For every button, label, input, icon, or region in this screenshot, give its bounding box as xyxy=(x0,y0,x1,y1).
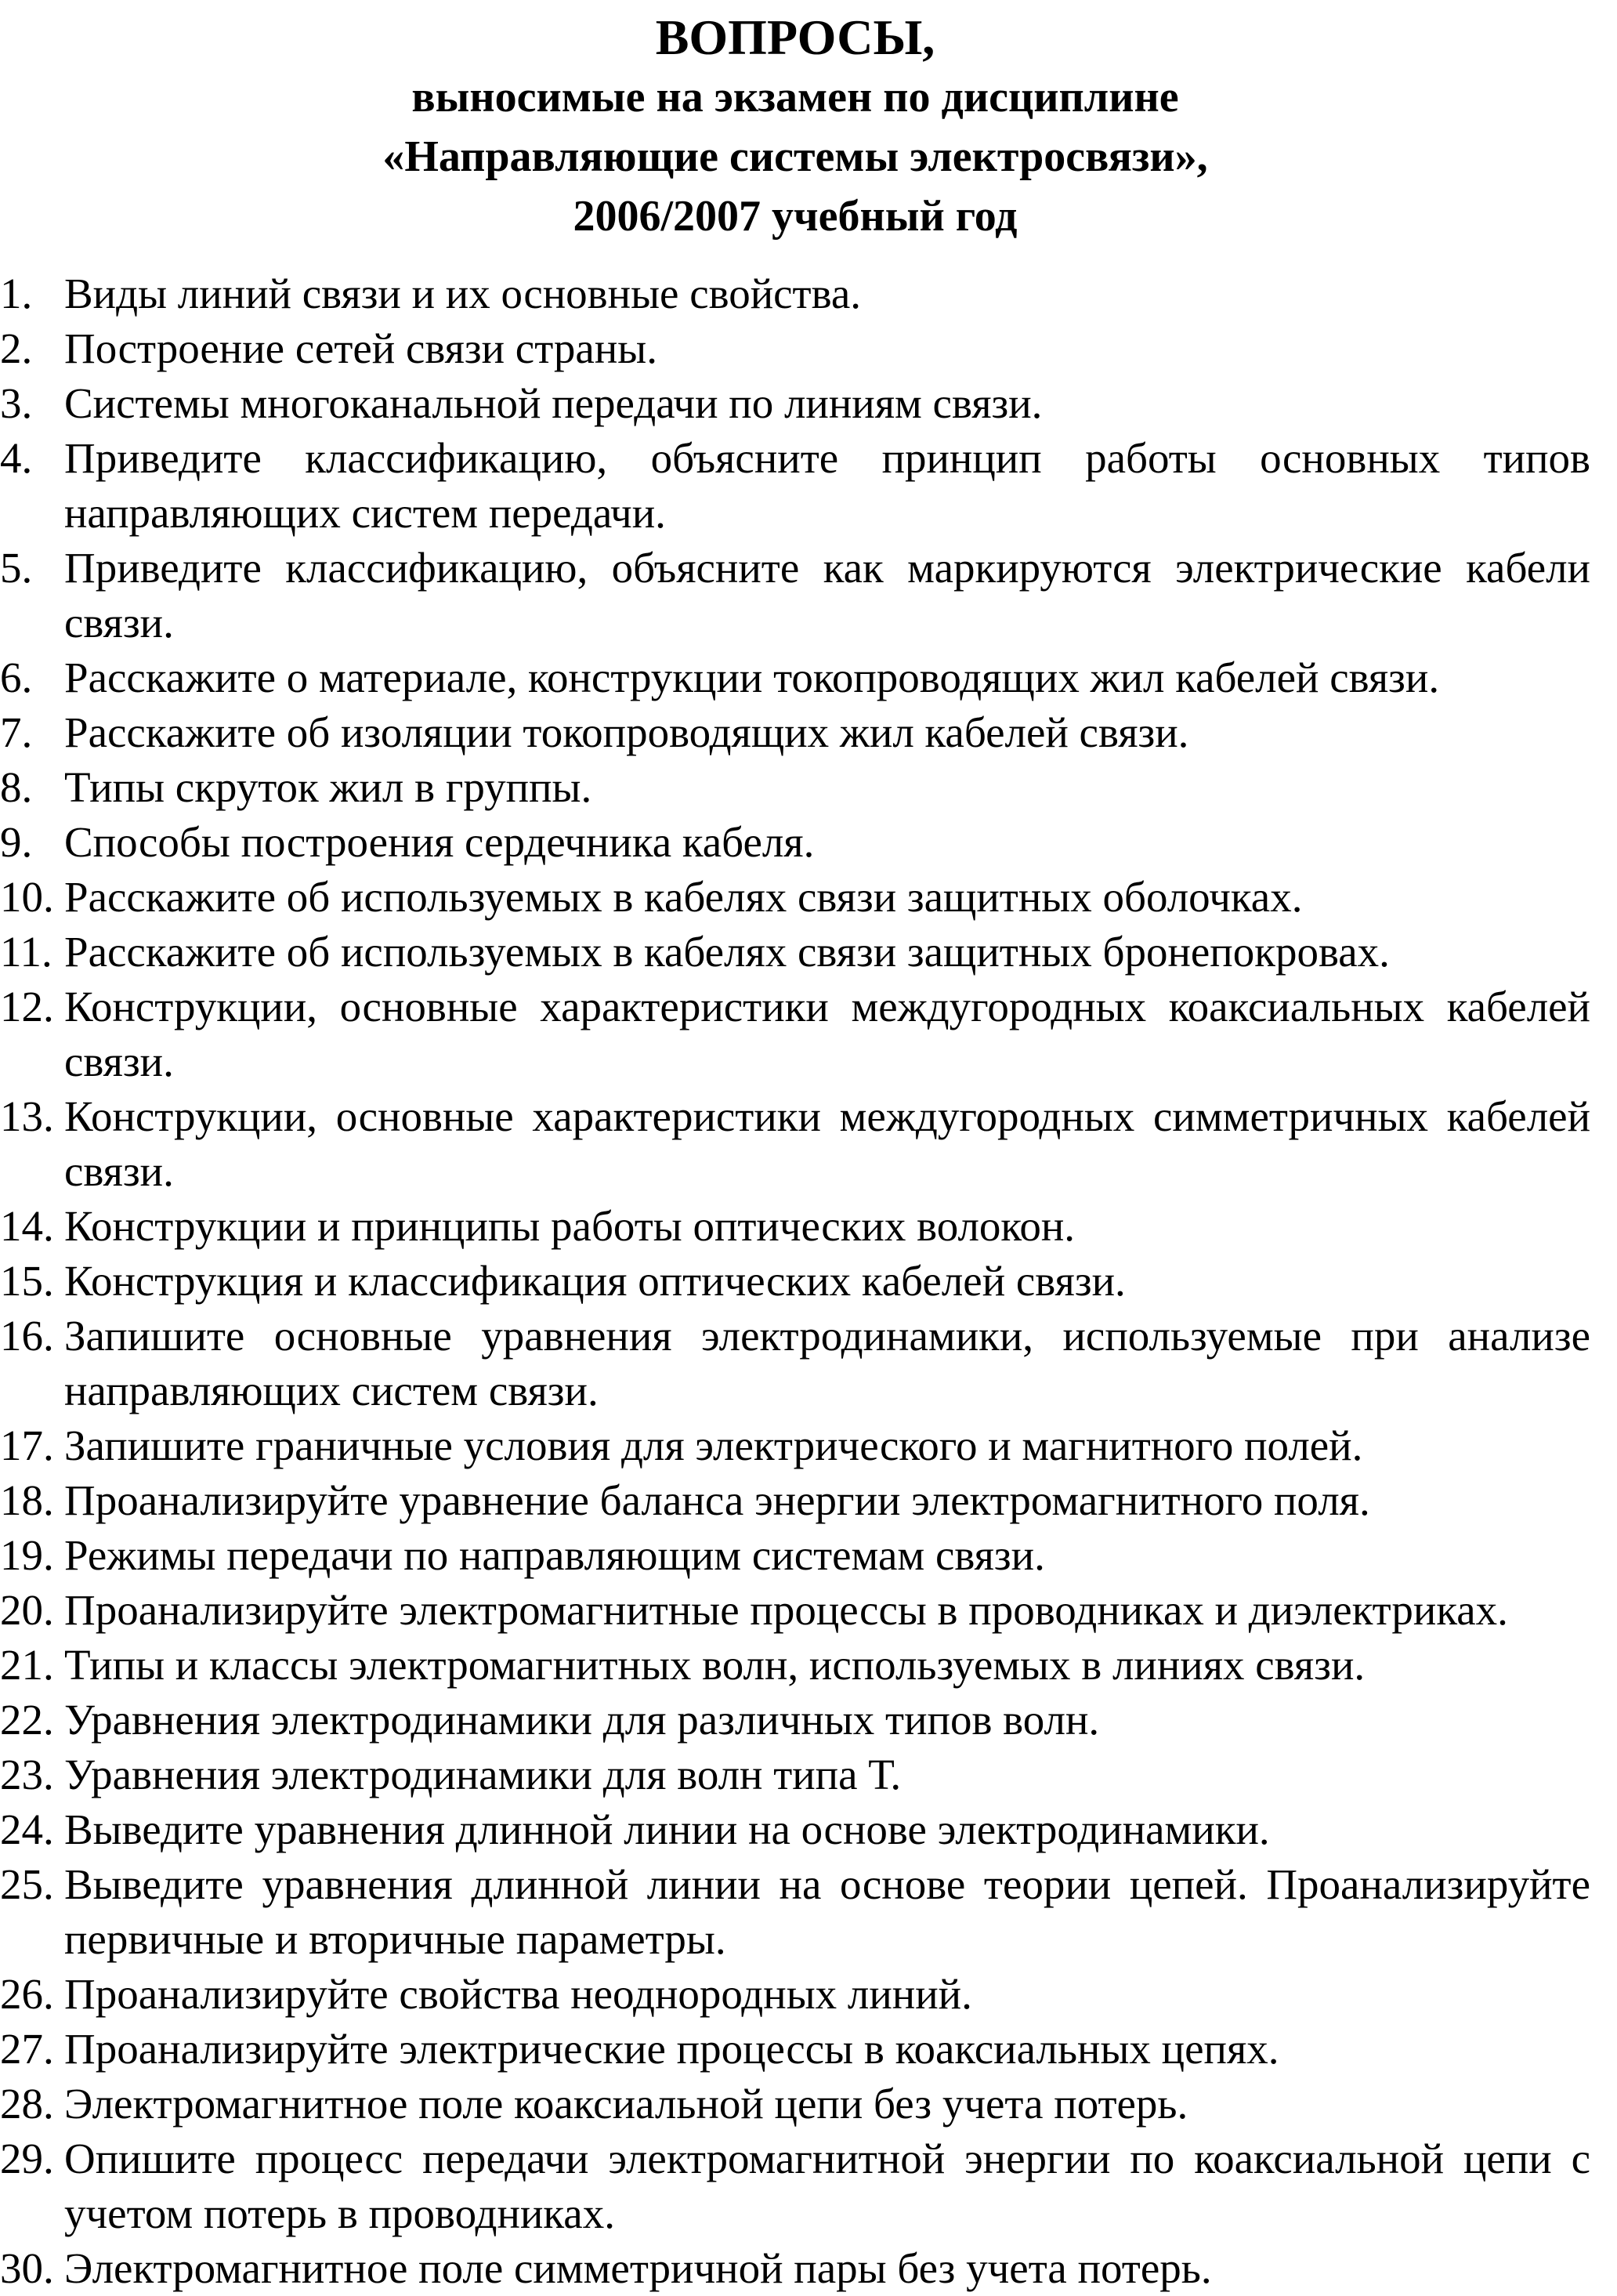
question-number: 2. xyxy=(0,324,33,372)
question-item xyxy=(0,1473,1590,1528)
header-line-3: «Направляющие системы электросвязи», xyxy=(382,132,1208,181)
question-item xyxy=(0,1967,1590,2022)
question-text: Способы построения сердечника кабеля. xyxy=(64,818,815,866)
question-text: Расскажите об используемых в кабелях связи защитных бронепокровах. xyxy=(64,928,1390,976)
question-text: Проанализируйте электромагнитные процессы в проводниках и диэлектриках. xyxy=(64,1586,1508,1634)
question-text: Режимы передачи по направляющим системам связи. xyxy=(64,1531,1045,1579)
question-text: Приведите классификацию, объясните как маркируются электрические кабели связи. xyxy=(64,544,1590,646)
question-text: Приведите классификацию, объясните принцип работы основных типов направляющих систем передачи. xyxy=(64,434,1590,537)
question-number: 22. xyxy=(0,1696,54,1744)
question-number: 14. xyxy=(0,1202,54,1250)
question-item xyxy=(0,376,1590,431)
question-number: 16. xyxy=(0,1312,54,1360)
question-text: Расскажите об используемых в кабелях связи защитных оболочках. xyxy=(64,873,1303,921)
question-number: 9. xyxy=(0,818,33,866)
question-text: Электромагнитное поле симметричной пары без учета потерь. xyxy=(64,2244,1212,2292)
question-number: 19. xyxy=(0,1531,54,1579)
question-item xyxy=(0,1583,1590,1638)
question-item xyxy=(0,760,1590,815)
question-number: 6. xyxy=(0,654,33,701)
question-text: Уравнения электродинамики для различных типов волн. xyxy=(64,1696,1100,1744)
question-item xyxy=(0,1199,1590,1254)
question-item xyxy=(0,1857,1590,1967)
question-item xyxy=(0,1309,1590,1418)
question-text: Типы и классы электромагнитных волн, используемых в линиях связи. xyxy=(64,1641,1366,1689)
question-item xyxy=(0,2077,1590,2131)
question-text: Электромагнитное поле коаксиальной цепи без учета потерь. xyxy=(64,2080,1188,2128)
question-number: 7. xyxy=(0,708,33,756)
question-item xyxy=(0,1089,1590,1199)
question-text: Виды линий связи и их основные свойства. xyxy=(64,270,861,317)
question-number: 30. xyxy=(0,2244,54,2292)
question-item xyxy=(0,1747,1590,1802)
question-text: Конструкции и принципы работы оптических волокон. xyxy=(64,1202,1076,1250)
question-number: 12. xyxy=(0,983,54,1030)
question-number: 28. xyxy=(0,2080,54,2128)
question-number: 8. xyxy=(0,763,33,811)
question-item xyxy=(0,1802,1590,1857)
question-item xyxy=(0,266,1590,321)
question-item xyxy=(0,541,1590,650)
question-text: Построение сетей связи страны. xyxy=(64,324,657,372)
question-number: 24. xyxy=(0,1805,54,1853)
question-item xyxy=(0,2241,1590,2296)
question-text: Проанализируйте свойства неоднородных линий. xyxy=(64,1970,972,2018)
question-item xyxy=(0,870,1590,925)
question-number: 5. xyxy=(0,544,33,592)
question-text: Типы скруток жил в группы. xyxy=(64,763,592,811)
question-text: Запишите основные уравнения электродинамики, используемые при анализе направляющих систем связи. xyxy=(64,1312,1590,1414)
question-number: 3. xyxy=(0,379,33,427)
question-item xyxy=(0,1418,1590,1473)
question-item xyxy=(0,650,1590,705)
question-list xyxy=(0,266,1590,2296)
question-text: Запишите граничные условия для электрического и магнитного полей. xyxy=(64,1421,1363,1469)
question-number: 21. xyxy=(0,1641,54,1689)
question-item xyxy=(0,1693,1590,1747)
question-item xyxy=(0,1528,1590,1583)
question-item xyxy=(0,815,1590,870)
question-text: Опишите процесс передачи электромагнитной энергии по коаксиальной цепи с учетом потерь в проводниках. xyxy=(64,2135,1590,2237)
question-number: 26. xyxy=(0,1970,54,2018)
question-number: 27. xyxy=(0,2025,54,2073)
question-number: 13. xyxy=(0,1092,54,1140)
question-number: 20. xyxy=(0,1586,54,1634)
question-number: 11. xyxy=(0,928,52,976)
question-number: 18. xyxy=(0,1476,54,1524)
question-item xyxy=(0,2022,1590,2077)
question-item xyxy=(0,321,1590,376)
question-number: 1. xyxy=(0,270,33,317)
question-text: Конструкции, основные характеристики междугородных коаксиальных кабелей связи. xyxy=(64,983,1590,1085)
question-text: Расскажите об изоляции токопроводящих жил кабелей связи. xyxy=(64,708,1189,756)
document-header xyxy=(78,8,1512,246)
question-number: 10. xyxy=(0,873,54,921)
question-text: Выведите уравнения длинной линии на основе электродинамики. xyxy=(64,1805,1270,1853)
header-line-4: 2006/2007 учебный год xyxy=(573,192,1018,241)
question-item xyxy=(0,705,1590,760)
question-item xyxy=(0,1254,1590,1309)
question-text: Системы многоканальной передачи по линиям связи. xyxy=(64,379,1043,427)
question-text: Расскажите о материале, конструкции токопроводящих жил кабелей связи. xyxy=(64,654,1440,701)
question-item xyxy=(0,431,1590,541)
question-text: Уравнения электродинамики для волн типа Т. xyxy=(64,1751,902,1798)
question-text: Выведите уравнения длинной линии на основе теории цепей. Проанализируйте первичные и вторичные параметры. xyxy=(64,1860,1590,1963)
question-item xyxy=(0,925,1590,980)
question-number: 17. xyxy=(0,1421,54,1469)
question-number: 15. xyxy=(0,1257,54,1305)
question-number: 4. xyxy=(0,434,33,482)
question-number: 29. xyxy=(0,2135,54,2182)
question-number: 25. xyxy=(0,1860,54,1908)
question-text: Проанализируйте электрические процессы в коаксиальных цепях. xyxy=(64,2025,1279,2073)
document-title: ВОПРОСЫ, xyxy=(655,9,935,65)
question-item xyxy=(0,1638,1590,1693)
question-item xyxy=(0,2131,1590,2241)
header-line-2: выносимые на экзамен по дисциплине xyxy=(411,73,1179,121)
question-number: 23. xyxy=(0,1751,54,1798)
question-item xyxy=(0,980,1590,1089)
question-text: Конструкции, основные характеристики междугородных симметричных кабелей связи. xyxy=(64,1092,1590,1195)
question-text: Проанализируйте уравнение баланса энергии электромагнитного поля. xyxy=(64,1476,1370,1524)
question-text: Конструкция и классификация оптических кабелей связи. xyxy=(64,1257,1126,1305)
